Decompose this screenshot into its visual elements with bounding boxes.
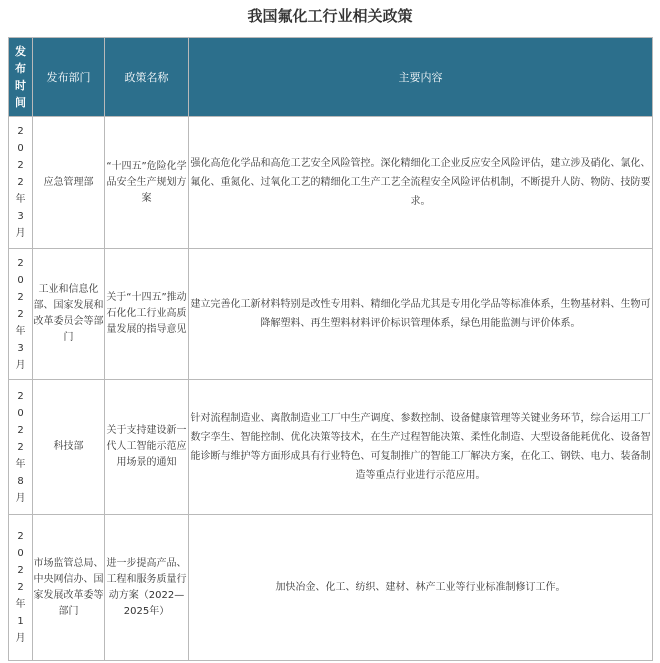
header-dept: 发布部门 (33, 38, 105, 117)
cell-policy-name: 关于“十四五”推动石化化工行业高质量发展的指导意见 (105, 249, 189, 380)
page-title: 我国氟化工行业相关政策 (247, 7, 413, 25)
policy-table (8, 37, 653, 661)
cell-dept: 市场监管总局、中央网信办、国家发展改革委等部门 (33, 515, 105, 661)
cell-date: 2022年8月 (9, 380, 33, 515)
cell-policy-name: 进一步提高产品、工程和服务质量行动方案（2022—2025年） (105, 515, 189, 661)
cell-content: 建立完善化工新材料特别是改性专用料、精细化学品尤其是专用化学品等标准体系，生物基材料、生物可降解塑料、再生塑料材料评价标识管理体系，绿色用能监测与评价体系。 (189, 249, 653, 380)
cell-date: 2022年3月 (9, 249, 33, 380)
header-content: 主要内容 (189, 38, 653, 117)
table-header-row (9, 38, 653, 117)
cell-dept: 工业和信息化部、国家发展和改革委员会等部门 (33, 249, 105, 380)
table-row (9, 249, 653, 380)
cell-dept: 应急管理部 (33, 117, 105, 249)
header-date: 发布时间 (9, 38, 33, 117)
cell-content: 加快冶金、化工、纺织、建材、林产工业等行业标准制修订工作。 (189, 515, 653, 661)
table-row (9, 380, 653, 515)
cell-content: 针对流程制造业、离散制造业工厂中生产调度、参数控制、设备健康管理等关键业务环节，综合运用工厂数字孪生、智能控制、优化决策等技术，在生产过程智能决策、柔性化制造、大型设备能耗优化、设备智能诊断与维护等方面形成具有行业特色、可复制推广的智能工厂解决方案，在化工、钢铁、电力、装备制造等重点行业进行示范应用。 (189, 380, 653, 515)
table-row (9, 117, 653, 249)
header-name: 政策名称 (105, 38, 189, 117)
cell-dept: 科技部 (33, 380, 105, 515)
cell-policy-name: 关于支持建设新一代人工智能示范应用场景的通知 (105, 380, 189, 515)
cell-content: 强化高危化学品和高危工艺安全风险管控。深化精细化工企业反应安全风险评估，建立涉及硝化、氯化、氟化、重氮化、过氧化工艺的精细化工生产工艺全流程安全风险评估机制，不断提升人防、物防、技防要求。 (189, 117, 653, 249)
cell-date: 2022年1月 (9, 515, 33, 661)
cell-date: 2022年3月 (9, 117, 33, 249)
cell-policy-name: “十四五”危险化学品安全生产规划方案 (105, 117, 189, 249)
table-row (9, 515, 653, 661)
